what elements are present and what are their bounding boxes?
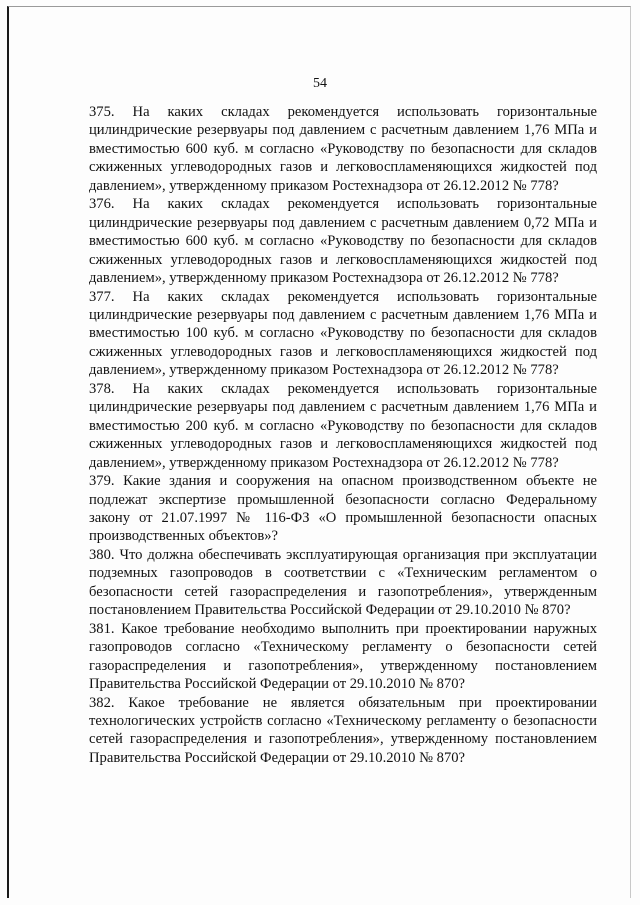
question-375: 375. На каких складах рекомендуется использовать горизонтальные цилиндрические резервуары под давлением с расчетным давлением 1,76 МПа и вместимостью 600 куб. м согласно «Руководству по безопасности для складов сжиженных углеводородных газов и легковоспламеняющихся жидкостей под давлением», утвержденному приказом Ростехнадзора от 26.12.2012 № 778?	[89, 104, 597, 194]
page-number: 54	[313, 76, 327, 91]
question-378: 378. На каких складах рекомендуется использовать горизонтальные цилиндрические резервуары под давлением с расчетным давлением 1,76 МПа и вместимостью 200 куб. м согласно «Руководству по безопасности для складов сжиженных углеводородных газов и легковоспламеняющихся жидкостей под давлением», утвержденному приказом Ростехнадзора от 26.12.2012 № 778?	[89, 380, 597, 471]
question-382: 382. Какое требование не является обязательным при проектировании технологических устройств согласно «Техническому регламенту о безопасности сетей газораспределения и газопотребления», утвержденному постановлением Правительства Российской Федерации от 29.10.2010 № 870?	[89, 694, 597, 766]
question-380: 380. Что должна обеспечивать эксплуатирующая организация при эксплуатации подземных газопроводов в соответствии с «Техническим регламентом о безопасности сетей газораспределения и газопотребления», утвержденным постановлением Правительства Российской Федерации от 29.10.2010 № 870?	[89, 546, 597, 619]
question-list	[89, 103, 597, 767]
question-376: 376. На каких складах рекомендуется использовать горизонтальные цилиндрические резервуары под давлением с расчетным давлением 0,72 МПа и вместимостью 600 куб. м согласно «Руководству по безопасности для складов сжиженных углеводородных газов и легковоспламеняющихся жидкостей под давлением», утвержденному приказом Ростехнадзора от 26.12.2012 № 778?	[89, 196, 597, 287]
question-379: 379. Какие здания и сооружения на опасном производственном объекте не подлежат экспертизе промышленной безопасности согласно Федеральному закону от 21.07.1997 № 116-ФЗ «О промышленной безопасности опасных производственных объектов»?	[89, 473, 597, 545]
question-381: 381. Какое требование необходимо выполнить при проектировании наружных газопроводов согласно «Техническому регламенту о безопасности сетей газораспределения и газопотребления», утвержденному постановлением Правительства Российской Федерации от 29.10.2010 № 870?	[89, 620, 597, 693]
question-377: 377. На каких складах рекомендуется использовать горизонтальные цилиндрические резервуары под давлением с расчетным давлением 1,76 МПа и вместимостью 100 куб. м согласно «Руководству по безопасности для складов сжиженных углеводородных газов и легковоспламеняющихся жидкостей под давлением», утвержденному приказом Ростехнадзора от 26.12.2012 № 778?	[89, 288, 597, 379]
